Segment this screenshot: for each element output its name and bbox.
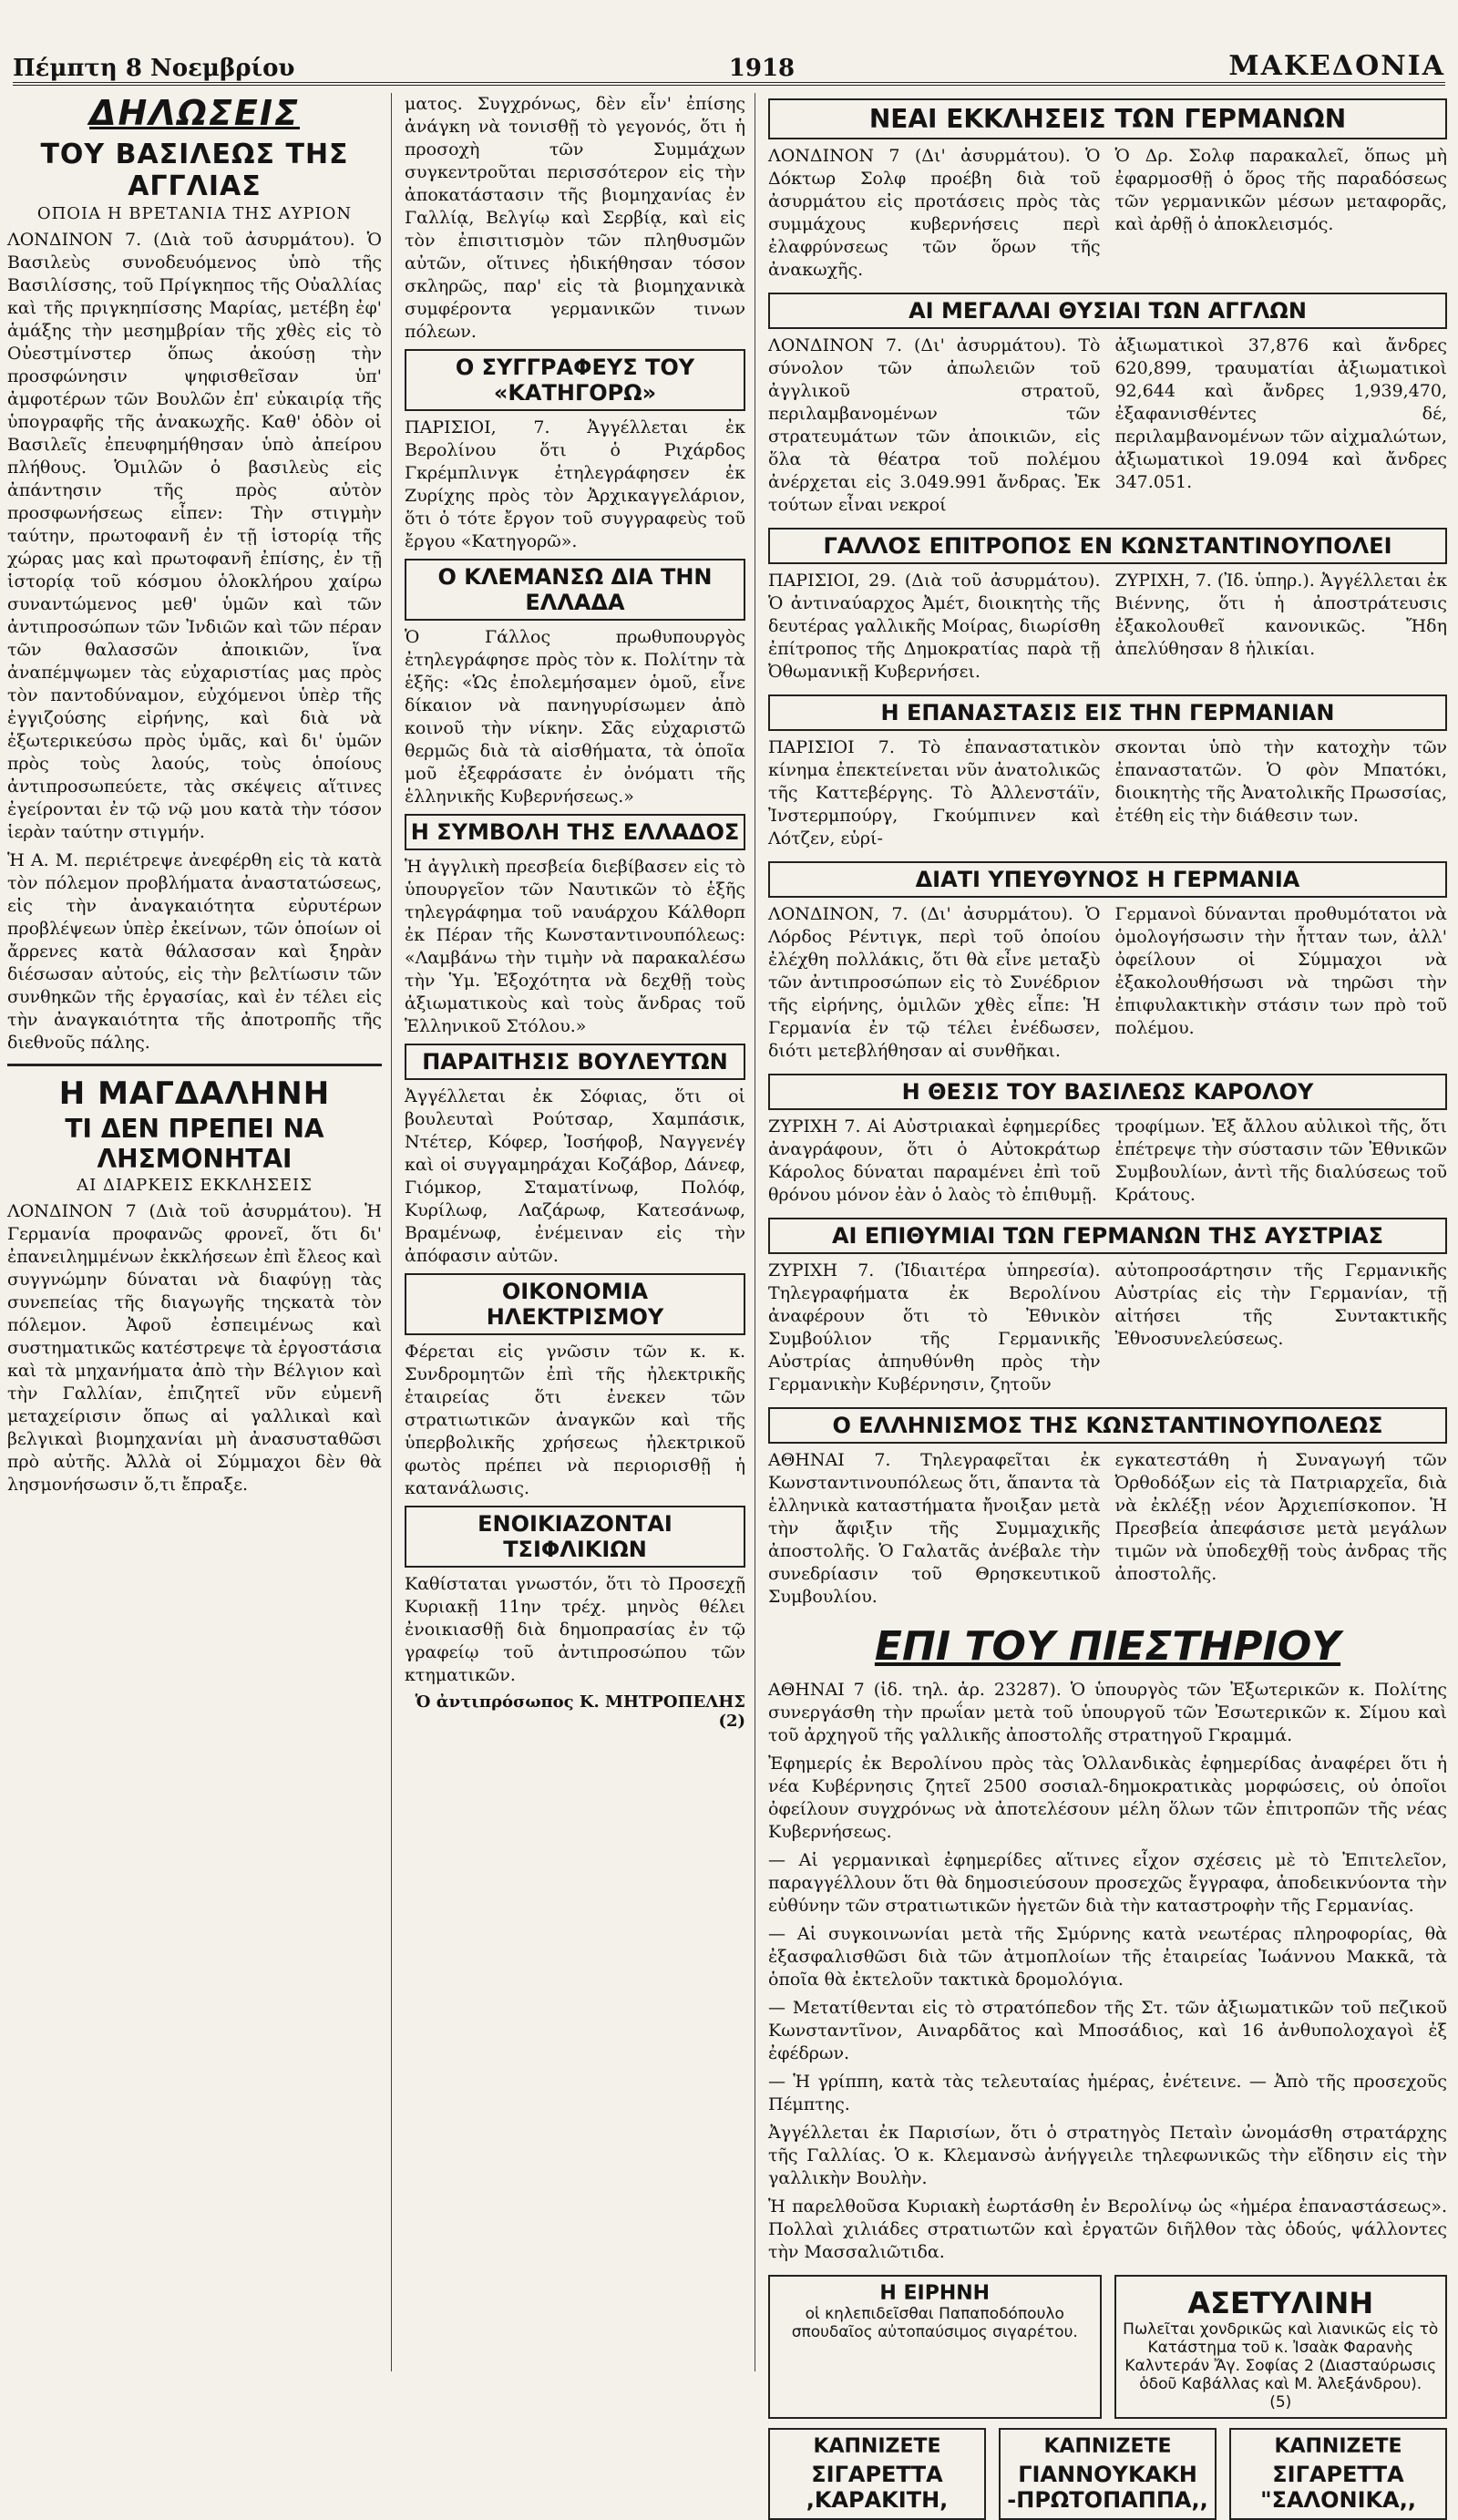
ad-main: ΣΙΓΑΡΕΤΤΑ "ΣΑΛΟΝΙΚΑ,, <box>1260 2462 1416 2513</box>
ad-top: ΚΑΠΝΙΖΕΤΕ <box>1043 2435 1172 2458</box>
issue-date: Πέμπτη 8 Νοεμβρίου <box>13 55 295 82</box>
ad-top: ΚΑΠΝΙΖΕΤΕ <box>1274 2435 1402 2458</box>
ad-text: Πωλεῖται χονδρικῶς καὶ λιανικῶς εἰς τὸ Κατάστημα τοῦ κ. Ἰσαὰκ Φαρανὴς Καλντεράν Ἄγ. Σοφίας 2 (Διασταύρωσις ὁδοῦ Καβάλλας καὶ Μ. Ἀλεξάνδρου). <box>1123 2320 1439 2393</box>
article-text: Γερμανοὶ δύνανται προθυμότατοι νὰ ὁμολογήσωσιν τὴν ἧτταν των, ἀλλ' ὀφείλουν οἱ Σύμμαχοι νὰ ἐξακολουθήσωσι νὰ τηρῶσι τὴν ἐπιφυλακτικὴν στάσιν των πρὸ τοῦ πολέμου. <box>1114 904 1447 1038</box>
advertisement-cigarettes <box>1229 2428 1447 2520</box>
ad-main: ΣΙΓΑΡΕΤΤΑ ,ΚΑΡΑΚΙΤΗ, <box>806 2462 949 2513</box>
article-text: — Ἡ γρίππη, κατὰ τὰς τελευταίας ἡμέρας, ἐνέτεινε. — Ἀπὸ τῆς προσεχοῦς Πέμπτης. <box>768 2072 1447 2114</box>
section-heading: Ο ΕΛΛΗΝΙΣΜΟΣ ΤΗΣ ΚΩΝΣΤΑΝΤΙΝΟΥΠΟΛΕΩΣ <box>768 1407 1447 1444</box>
article-text: ΠΑΡΙΣΙΟΙ, 7. Ἀγγέλλεται ἐκ Βερολίνου ὅτι ὁ Ριχάρδος Γκρέμπλινγκ ἐτηλεγράφησεν ἐκ Ζυρίχης πρὸς τὸν Ἀρχικαγγελάριον, ὅτι ὁ τότε ἔργον τοῦ συγγραφεὺς τοῦ ἔργου «Κατηγορῶ». <box>405 417 745 551</box>
issue-year: 1918 <box>728 55 796 82</box>
advertisement <box>1114 2275 1448 2419</box>
article-text: ΛΟΝΔΙΝΟΝ 7. (Δι' ἀσυρμάτου). Τὸ σύνολον τῶν ἀπωλειῶν τοῦ ἀγγλικοῦ στρατοῦ, περιλαμβανομένων τῶν στρατευμάτων τῶν ἀποικιῶν, εἰς ὅλα τὰ θέατρα τοῦ πολέμου ἀνέρχεται εἰς 3.049.991 ἄνδρας. Ἐκ τούτων εἶναι νεκροί <box>768 335 1101 515</box>
article-text: — Μετατίθενται εἰς τὸ στρατόπεδον τῆς Στ. τῶν ἀξιωματικῶν τοῦ πεζικοῦ Κωνσταντῖνον, Αιναρδᾶτος καὶ Μποσάδιος, καὶ 16 ἀνθυπολοχαγοὶ ἐξ ἐφέδρων. <box>768 1998 1447 2063</box>
section-heading: ΓΑΛΛΟΣ ΕΠΙΤΡΟΠΟΣ ΕΝ ΚΩΝΣΤΑΝΤΙΝΟΥΠΟΛΕΙ <box>768 528 1447 564</box>
article-text: Ὁ Δρ. Σολφ παρακαλεῖ, ὅπως μὴ ἐφαρμοσθῇ ὁ ὅρος τῆς παραδόσεως τῶν γερμανικῶν μέσων μεταφορᾶς, καὶ ἀρθῇ ὁ ἀποκλεισμός. <box>1114 146 1447 234</box>
article-text: — Αἱ συγκοινωνίαι μετὰ τῆς Σμύρνης κατὰ νεωτέρας πληροφορίας, θὰ ἐξασφαλισθῶσι διὰ τῶν ἀτμοπλοίων τῆς ἐταιρείας Ἰωάννου Μακκᾶ, τὰ ὁποῖα θὰ ἐκτελοῦν τακτικὰ δρομολόγια. <box>768 1924 1447 1990</box>
article-text: τροφίμων. Ἐξ ἄλλου αὐλικοὶ τῆς, ὅτι ἐπέτρεψε τὴν σύστασιν τῶν Ἐθνικῶν Συμβουλίων, ἀντὶ τῆς διαλύσεως τοῦ Κράτους. <box>1114 1116 1447 1205</box>
article-subtitle-king: ΤΟΥ ΒΑΣΙΛΕΩΣ ΤΗΣ ΑΓΓΛΙΑΣ <box>40 139 349 202</box>
article-text: ΑΘΗΝΑΙ 7 (ἰδ. τηλ. ἀρ. 23287). Ὁ ὑπουργὸς τῶν Ἐξωτερικῶν κ. Πολίτης συνεργάσθη τὴν πρωΐαν μετὰ τοῦ ὑπουργοῦ τῶν Ἐσωτερικῶν κ. Σίμου καὶ τοῦ ἀρχηγοῦ τῆς γαλλικῆς ἀποστολῆς στρατηγοῦ Γκραμμά. <box>768 1680 1447 1745</box>
article-text: Ἀγγέλλεται ἐκ Σόφιας, ὅτι οἱ βουλευταὶ Ρούτσαρ, Χαμπάσικ, Ντέτερ, Κόφερ, Ἰοσήφοβ, Ναγγενέγ καὶ οἱ συγγαμηράχαι Κοζάβορ, Δάνεφ, Γιόμκορ, Σταματίνωφ, Πολόφ, Κυρίλωφ, Λαζάρωφ, Κατεσάνωφ, Βραμένωφ, ἐνέμειναν εἰς τὴν ἀπόφασιν αὐτῶν. <box>405 1086 745 1266</box>
ad-top: ΚΑΠΝΙΖΕΤΕ <box>813 2435 941 2458</box>
article-text: ματος. Συγχρόνως, δὲν εἶν' ἐπίσης ἀνάγκη νὰ τονισθῇ τὸ γεγονός, ὅτι ἡ προσοχὴ τῶν Συμμάχων συγκεντροῦται περισσότερον εἰς τὴν ἀποκατάστασιν τῆς βιομηχανίας ἐν Γαλλίᾳ, Βελγίῳ καὶ Σερβίᾳ, καὶ εἰς τὸν ἐπισιτισμὸν τῶν πληθυσμῶν αὐτῶν, οἵτινες ἠδικήθησαν τόσον σκληρῶς, παρ' εἰς τὰ βιομηχανικὰ συμφέροντα γερμανικῶν τινων πόλεων. <box>405 94 745 342</box>
article-text: ἀξιωματικοὶ 37,876 καὶ ἄνδρες 620,899, τραυματίαι ἀξιωματικοὶ 92,644 καὶ ἄνδρες 1,939,470, ἐξαφανισθέντες δέ, περιλαμβανομένων τῶν αἰχμαλώτων, ἀξιωματικοὶ 19.094 καὶ ἄνδρες 347.051. <box>1114 335 1447 492</box>
article-text: εγκατεστάθη ἡ Συναγωγή τῶν Ὀρθοδόξων εἰς τὰ Πατριαρχεῖα, διὰ νὰ ἐκλέξῃ νέον Ἀρχιεπίσκοπον. Ἡ Πρεσβεία ἀπεφάσισε μετὰ μεγάλων τιμῶν νὰ ὑποδεχθῇ τοὺς ἀνδρας τῆς ἀποστολῆς. <box>1114 1450 1447 1584</box>
article-text: Ὁ Γάλλος πρωθυπουργὸς ἐτηλεγράφησε πρὸς τὸν κ. Πολίτην τὰ ἑξῆς: «Ὡς ἐπολεμήσαμεν ὁμοῦ, εἶνε δίκαιον νὰ πανηγυρίσωμεν ἀπὸ κοινοῦ τὴν νίκην. Σᾶς εὐχαριστῶ θερμῶς διὰ τὰ αἰσθήματα, τὰ ὁποῖα μοῦ ἐξεφράσατε ἐν ὀνόματι τῆς ἑλληνικῆς Κυβερνήσεως.» <box>405 627 745 807</box>
article-text: ΖΥΡΙΧΗ 7. Αἱ Αὐστριακαὶ ἐφημερίδες ἀναγράφουν, ὅτι ὁ Αὐτοκράτωρ Κάρολος δύναται παραμένει ἐπὶ τοῦ θρόνου μόνον ἐὰν ὁ λαὸς τὸ ἐπιθυμῇ. <box>768 1116 1101 1205</box>
signature: Ὁ ἀντιπρόσωπος Κ. ΜΗΤΡΟΠΕΛΗΣ <box>415 1692 745 1712</box>
ad-number: (5) <box>1269 2393 1292 2412</box>
section-heading: ΑΙ ΜΕΓΑΛΑΙ ΘΥΣΙΑΙ ΤΩΝ ΑΓΓΛΩΝ <box>768 293 1447 329</box>
article-subtitle: ΤΙ ΔΕΝ ΠΡΕΠΕΙ ΝΑ ΛΗΣΜΟΝΗΤΑΙ <box>65 1114 324 1174</box>
article-text: Ἐφημερίς ἐκ Βερολίνου πρὸς τὰς Ὁλλανδικὰς ἐφημερίδας ἀναφέρει ὅτι ἡ νέα Κυβέρνησις ζητεῖ 2500 σοσιαλ-δημοκρατικὰς μορφώσεις, οὐ ὁποῖοι ὀφείλουν συγχρόνως νὰ ἀποτελέσουν μέλη ὅλων τῶν ἐπιτροπῶν τῆς νέας Κυβερνήσεως. <box>768 1754 1447 1842</box>
section-heading: ΟΙΚΟΝΟΜΙΑ ΗΛΕΚΤΡΙΣΜΟΥ <box>405 1273 745 1335</box>
article-text: σκονται ὑπὸ τὴν κατοχὴν τῶν ἐπαναστατῶν. Ὁ φὸν Μπατόκι, διοικητὴς τῆς Ἀνατολικῆς Πρωσσίας, ἐτέθη εἰς τὴν διάθεσιν των. <box>1114 737 1447 826</box>
article-title-magdalene: Η ΜΑΓΔΑΛΗΝΗ <box>58 1075 331 1112</box>
article-text: ΠΑΡΙΣΙΟΙ, 29. (Διὰ τοῦ ἀσυρμάτου). Ὁ ἀντιναύαρχος Ἀμέτ, διοικητὴς τῆς δευτέρας γαλλικῆς Μοίρας, διωρίσθη ἐπίτροπος τῆς Δημοκρατίας παρὰ τῇ Ὀθωμανικῇ Κυβερνήσει. <box>768 571 1101 682</box>
article-subline: ΟΠΟΙΑ Η ΒΡΕΤΑΝΙΑ ΤΗΣ ΑΥΡΙΟΝ <box>36 204 353 223</box>
article-text: Ἡ παρελθοῦσα Κυριακὴ ἑωρτάσθη ἐν Βερολίνῳ ὡς «ἡμέρα ἐπαναστάσεως». Πολλαὶ χιλιάδες στρατιωτῶν καὶ ἐργατῶν διῆλθον τὰς ὁδούς, ψάλλοντες τὴν Μασσαλιῶτιδα. <box>768 2196 1447 2262</box>
column-2 <box>405 93 755 2371</box>
section-heading: Ο ΣΥΓΓΡΑΦΕΥΣ ΤΟΥ «ΚΑΤΗΓΟΡΩ» <box>405 349 745 411</box>
section-heading: ΔΙΑΤΙ ΥΠΕΥΘΥΝΟΣ Η ΓΕΡΜΑΝΙΑ <box>768 861 1447 898</box>
article-title-declarations: ΔΗΛΩΣΕΙΣ <box>89 93 300 133</box>
section-heading: Η ΘΕΣΙΣ ΤΟΥ ΒΑΣΙΛΕΩΣ ΚΑΡΟΛΟΥ <box>768 1074 1447 1110</box>
section-heading: ΑΙ ΕΠΙΘΥΜΙΑΙ ΤΩΝ ΓΕΡΜΑΝΩΝ ΤΗΣ ΑΥΣΤΡΙΑΣ <box>768 1218 1447 1254</box>
column-3 <box>768 93 1447 2513</box>
article-text: ΛΟΝΔΙΝΟΝ 7. (Διὰ τοῦ ἀσυρμάτου). Ὁ Βασιλεὺς συνοδευόμενος ὑπὸ τῆς Βασιλίσσης, τοῦ Πρίγκηπος τῆς Οὐαλλίας καὶ τῆς πριγκηπίσσης Μαρίας, μετέβη ἐφ' ἁμάξης τὴν μεσημβρίαν τῆς χθὲς εἰς τὸ Οὐεστμίνστερ ὅπως ἀκούσῃ τὴν προσφώνησιν ψηφισθεῖσαν ὑπ' ἀμφοτέρων τῶν Βουλῶν ἐπ' εὐκαιρίᾳ τῆς ὑπογραφῆς τῆς ἀνακωχῆς. Καθ' ὁδὸν οἱ Βασιλεῖς ἐπευφημήθησαν ὑπὸ ἀπείρου πλήθους. Ὁμιλῶν ὁ βασιλεὺς εἰς ἀπάντησιν τῆς πρὸς αὐτὸν προσφωνήσεως εἶπεν: Τὴν στιγμὴν ταύτην, πρωτοφανῆ ἐν τῇ ἱστορίᾳ τῆς χώρας μας καὶ πρωτοφανῆ ἐπίσης, ἐν τῇ ἱστορίᾳ τοῦ κόσμου ὁλοκλήρου χαίρω συναντώμενος μεθ' ὑμῶν καὶ τῶν ἀντιπροσώπων τῶν Ἰνδιῶν καὶ τῶν πέραν τῶν θαλασσῶν ἀποικιῶν, ἵνα ἀναπέμψωμεν τὰς εὐχαριστίας μας πρὸς τὸν παντοδύναμον, εὐχόμενοι ὑπὲρ τῆς ἐγγιζούσης εἰρήνης, καὶ διὰ νὰ ἐξωτερικεύσω πρὸς ὑμᾶς, καὶ δι' ὑμῶν πρὸς τοὺς λαούς, τοὺς ὁποίους ἀντιπροσωπεύετε, τὰς σκέψεις αἵτινες ἐγείρονται ἐν τῷ νῷ μου κατὰ τὴν τόσον ἱερὰν ταύτην στιγμήν. <box>7 230 382 842</box>
ad-text: οἱ κηλεπιδεῖσθαι Παπαποδόπουλο σπουδαῖος αὐτοπαύσιμος σιγαρέτου. <box>791 2305 1078 2341</box>
article-text: ΛΟΝΔΙΝΟΝ 7 (Δι' ἀσυρμάτου). Ὁ Δόκτωρ Σολφ προέβη διὰ τοῦ ἀσυρμάτου εἰς προτάσεις πρὸς τὰς συμμάχους κυβερνήσεις περὶ ἐλαφρύνσεως τῶν ὅρων τῆς ἀνακωχῆς. <box>768 146 1101 280</box>
article-text: ΑΘΗΝΑΙ 7. Τηλεγραφεῖται ἐκ Κωνσταντινουπόλεως ὅτι, ἅπαντα τὰ ἑλληνικὰ καταστήματα ἤνοιξαν μετὰ τὴν ἄφιξιν τῆς Συμμαχικῆς ἀποστολῆς. Ὁ Γαλατᾶς ἀνέβαλε τὴν συνεδρίασιν τοῦ Θρησκευτικοῦ Συμβουλίου. <box>768 1450 1101 1607</box>
article-subline: ΑΙ ΔΙΑΡΚΕΙΣ ΕΚΚΛΗΣΕΙΣ <box>77 1176 313 1195</box>
ad-title: ΑΣΕΤΥΛΙΝΗ <box>1187 2286 1374 2320</box>
article-text: Ἀγγέλλεται ἐκ Παρισίων, ὅτι ὁ στρατηγὸς Πεταὶν ὠνομάσθη στρατάρχης τῆς Γαλλίας. Ὁ κ. Κλεμανσὼ ἀνήγγειλε τηλεφωνικῶς τὴν εἴδησιν εἰς τὴν γαλλικὴν Βουλὴν. <box>768 2123 1447 2188</box>
article-text: Ἡ ἀγγλικὴ πρεσβεία διεβίβασεν εἰς τὸ ὑπουργεῖον τῶν Ναυτικῶν τὸ ἑξῆς τηλεγράφημα τοῦ ναυάρχου Κάλθορπ ἐκ Πέραν τῆς Κωνσταντινουπόλεως: «Λαμβάνω τὴν τιμὴν νὰ παρακαλέσω τὴν Ὑμ. Ἐξοχότητα νὰ δεχθῇ τοὺς ἀξιωματικοὺς καὶ τοὺς ἄνδρας τοῦ Ἑλληνικοῦ Στόλου.» <box>405 857 745 1036</box>
divider <box>7 1064 382 1066</box>
article-text: ΛΟΝΔΙΝΟΝ, 7. (Δι' ἀσυρμάτου). Ὁ Λόρδος Ρέντιγκ, περὶ τοῦ ὁποίου ἐλέχθη πολλάκις, ὅτι θὰ εἶνε μεταξὺ τῶν ἀντιπροσώπων εἰς τὸ Συνέδριον τῆς εἰρήνης, ὁμιλῶν χθὲς εἶπε: Ἡ Γερμανία ἐν τῷ τέλει ἐνέδωσεν, διότι μετεβλήθησαν αἱ συνθῆκαι. <box>768 904 1101 1061</box>
ad-main: ΓΙΑΝΝΟΥΚΑΚΗ -ΠΡΩΤΟΠΑΠΠΑ,, <box>1007 2462 1208 2513</box>
article-text: Ἡ Α. Μ. περιέτρεψε ἀνεφέρθη εἰς τὰ κατὰ τὸν πόλεμον προβλήματα ἀναστατώσεως, εἰς τὴν ἀναγκαιότητα εὐρυτέρων προβλέψεων ὑπὲρ ἐκείνων, τῶν ὁποίων οἱ ἄρρενες κατὰ θάλασσαν καὶ ξηρὰν διέσωσαν αὐτούς, εἰς τὴν βελτίωσιν τῶν συνθηκῶν τῆς ἐργασίας, καὶ ἐν τέλει εἰς τὴν ἀναγκαιότητα τῆς ἀποτροπῆς τῆς διεθνοῦς πάλης. <box>7 850 382 1053</box>
column-1 <box>7 93 392 2371</box>
article-text: ΠΑΡΙΣΙΟΙ 7. Τὸ ἐπαναστατικὸν κίνημα ἐπεκτείνεται νῦν ἀνατολικῶς τῆς Καττεβέργης. Τὸ Ἀλλενστάϊν, Ἰνστερμπούργ, Γκούμπινεν καὶ Λότζεν, εὑρί- <box>768 737 1101 849</box>
ad-number: (2) <box>718 1712 745 1731</box>
masthead <box>13 0 1445 86</box>
article-text: αὐτοπροσάρτησιν τῆς Γερμανικῆς Αὐστρίας εἰς τὴν Γερμανίαν, τῇ αἰτήσει τῆς Συντακτικῆς Ἐθνοσυνελεύσεως. <box>1114 1260 1447 1349</box>
section-heading: ΕΝΟΙΚΙΑΖΟΝΤΑΙ ΤΣΙΦΛΙΚΙΩΝ <box>405 1506 745 1568</box>
article-text: ΖΥΡΙΧΗ 7. (Ἰδιαιτέρα ὑπηρεσία). Τηλεγραφήματα ἐκ Βερολίνου ἀναφέρουν ὅτι τὸ Ἐθνικὸν Συμβούλιον τῆς Γερμανικῆς Αὐστρίας ἀπηυθύνθη πρὸς τὴν Γερμανικὴν Κυβέρνησιν, ζητοῦν <box>768 1260 1101 1394</box>
newspaper-name: ΜΑΚΕΔΟΝΙΑ <box>1228 50 1445 82</box>
article-text: Φέρεται εἰς γνῶσιν τῶν κ. κ. Συνδρομητῶν ἐπὶ τῆς ἠλεκτρικῆς ἐταιρείας ὅτι ἐνεκεν τῶν στρατιωτικῶν ἀναγκῶν καὶ τῆς ὑπερβολικῆς χρήσεως ἠλεκτρικοῦ φωτὸς πρέπει νὰ περιορισθῇ ἡ κατανάλωσις. <box>405 1342 745 1498</box>
section-heading-press: ΕΠΙ ΤΟΥ ΠΙΕΣΤΗΡΙΟΥ <box>874 1623 1341 1670</box>
section-heading: Η ΣΥΜΒΟΛΗ ΤΗΣ ΕΛΛΑΔΟΣ <box>405 814 745 850</box>
advertisement-cigarettes <box>999 2428 1217 2520</box>
section-heading: Ο ΚΛΕΜΑΝΣΩ ΔΙΑ ΤΗΝ ΕΛΛΑΔΑ <box>405 559 745 621</box>
article-text: — Αἱ γερμανικαὶ ἐφημερίδες αἵτινες εἶχον σχέσεις μὲ τὸ Ἐπιτελεῖον, παραγγέλλουν ὅτι θὰ δημοσιεύσουν προσεχῶς ἔγγραφα, ἀποδεικνύοντα τὴν εὐθύνην τῶν στρατιωτικῶν ἡγετῶν διὰ τὴν καταστροφὴν τῆς Γερμανίας. <box>768 1850 1447 1916</box>
section-heading: Η ΕΠΑΝΑΣΤΑΣΙΣ ΕΙΣ ΤΗΝ ΓΕΡΜΑΝΙΑΝ <box>768 694 1447 731</box>
advertisement-cigarettes <box>768 2428 986 2520</box>
article-text: ΛΟΝΔΙΝΟΝ 7 (Διὰ τοῦ ἀσυρμάτου). Ἡ Γερμανία προφανῶς φρονεῖ, ὅτι δι' ἐπανειλημμένων ἐκκλήσεων ἐπὶ ἔλεος καὶ συγγνώμην δύναται νὰ διαφύγῃ τὰς συνεπείας τῆς διαγωγῆς τηςκατὰ τὸν πόλεμον. Ἀφοῦ ἐσπειμένως καὶ συστηματικῶς κατέστρεψε τὰ ἐργοστάσια καὶ τὰ μηχανήματα ἀπὸ τὴν Βέλγιον καὶ τὴν Γαλλίαν, ἐπιζητεῖ νῦν εὐμενῆ μεταχείρισιν ὅπως αἱ γαλλικαὶ καὶ βελγικαὶ βιομηχανίαι μὴ ἀνασυσταθῶσι πρὸ αὐτῆς. Ἀλλὰ οἱ Σύμμαχοι δὲν θὰ λησμονήσωσιν ὅ,τι ἔπραξε. <box>7 1201 382 1495</box>
advertisement <box>768 2275 1102 2419</box>
section-heading: ΝΕΑΙ ΕΚΚΛΗΣΕΙΣ ΤΩΝ ΓΕΡΜΑΝΩΝ <box>768 98 1447 139</box>
article-text: ΖΥΡΙΧΗ, 7. (Ἰδ. ὑπηρ.). Ἀγγέλλεται ἐκ Βιέννης, ὅτι ἡ ἀποστράτευσις ἐξακολουθεῖ κανονικῶς. Ἤδη ἀπελύθησαν 8 ἡλικίαι. <box>1114 571 1447 659</box>
article-text: Καθίσταται γνωστόν, ὅτι τὸ Προσεχῇ Κυριακῇ 11ην τρέχ. μηνὸς θέλει ἐνοικιασθῇ διὰ δημοπρασίας ἐν τῷ γραφείῳ τοῦ ἀντιπροσώπου τῶν κτηματικῶν. <box>405 1574 745 1685</box>
section-heading: ΠΑΡΑΙΤΗΣΙΣ ΒΟΥΛΕΥΤΩΝ <box>405 1044 745 1080</box>
ad-title: Η ΕΙΡΗΝΗ <box>879 2282 991 2305</box>
